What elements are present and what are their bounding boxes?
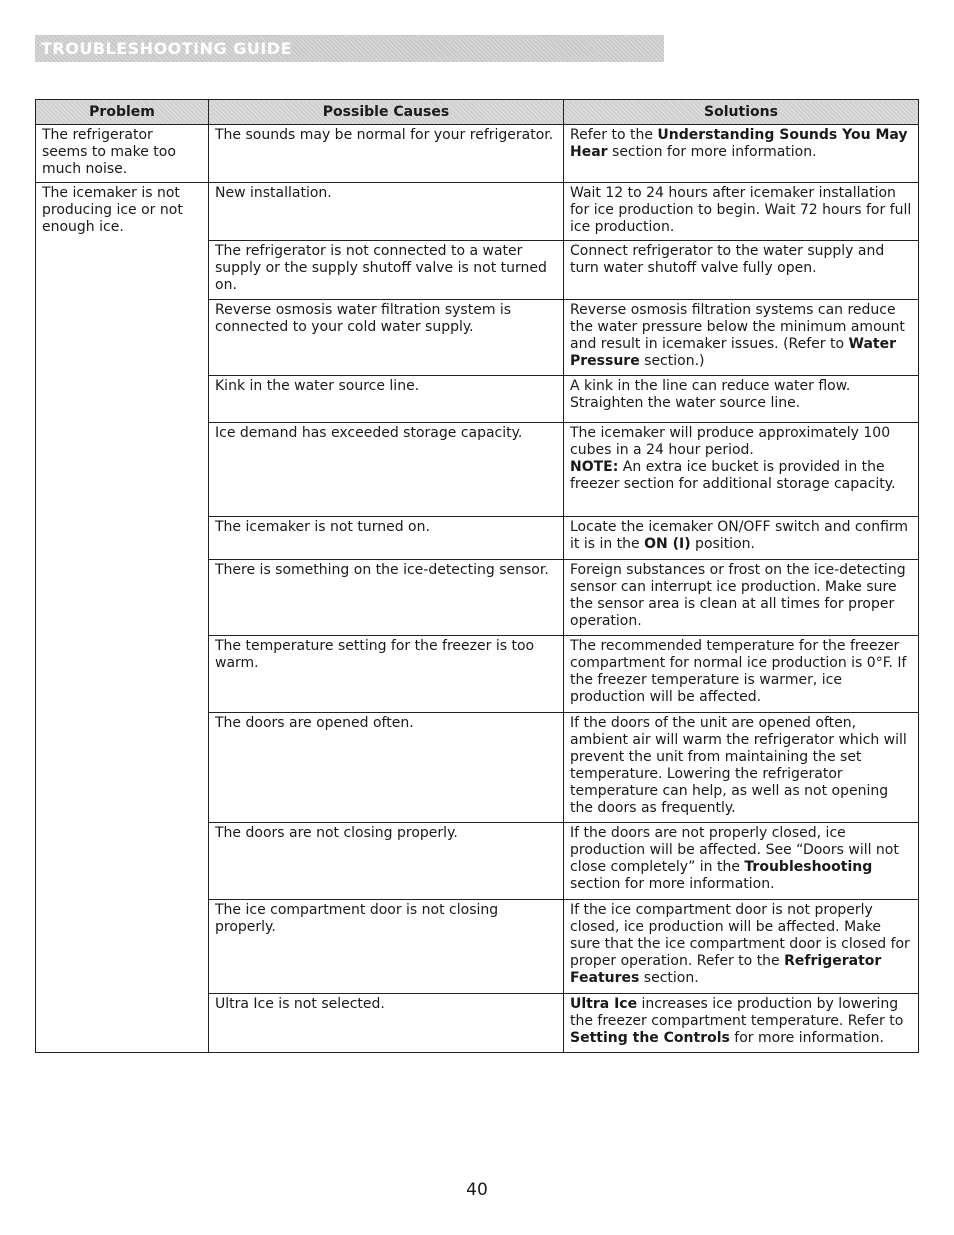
solution-cell [564, 183, 919, 241]
solution-text: for more information. [729, 1030, 884, 1046]
table-row [36, 125, 919, 183]
cause-cell: New installation. [209, 183, 564, 241]
solution-text: section.) [639, 353, 705, 369]
solution-emphasis: ON (I) [644, 536, 691, 552]
cause-cell: Ultra Ice is not selected. [209, 994, 564, 1053]
solution-emphasis: NOTE: [570, 459, 619, 475]
solution-cell [564, 823, 919, 900]
solution-text: If the ice compartment door is not properly closed, ice production will be affected. Make sure that the ice compartment door is closed for proper operation. Refer to the [570, 902, 910, 969]
solution-cell [564, 423, 919, 517]
troubleshooting-table [35, 99, 919, 1053]
cause-cell: The temperature setting for the freezer is too warm. [209, 636, 564, 713]
solution-text: Locate the icemaker ON/OFF switch and confirm it is in the [570, 519, 909, 552]
cause-cell: There is something on the ice-detecting sensor. [209, 560, 564, 636]
solution-cell [564, 517, 919, 560]
solution-emphasis: Water Pressure [570, 336, 896, 369]
table-body [36, 125, 919, 1053]
solution-text: position. [690, 536, 755, 552]
solution-emphasis: Refrigerator Features [570, 953, 882, 986]
solution-cell [564, 125, 919, 183]
problem-cell: The icemaker is not producing ice or not enough ice. [36, 183, 209, 1053]
cause-cell: Ice demand has exceeded storage capacity. [209, 423, 564, 517]
cause-cell: The ice compartment door is not closing properly. [209, 900, 564, 994]
solution-cell [564, 560, 919, 636]
solution-text: increases ice production by lowering the freezer compartment temperature. Refer to [570, 996, 904, 1029]
cause-cell: Reverse osmosis water filtration system is connected to your cold water supply. [209, 300, 564, 376]
solution-text: Connect refrigerator to the water supply and turn water shutoff valve fully open. [570, 243, 885, 276]
solution-text: The icemaker will produce approximately 100 cubes in a 24 hour period. [570, 425, 891, 458]
solution-text: Reverse osmosis filtration systems can reduce the water pressure below the minimum amount and result in icemaker issues. (Refer to [570, 302, 905, 352]
solution-cell [564, 241, 919, 300]
solution-cell [564, 994, 919, 1053]
solution-text: If the doors are not properly closed, ice production will be affected. See “Doors will not close completely” in the [570, 825, 899, 875]
solution-cell [564, 376, 919, 423]
cause-cell: The sounds may be normal for your refrigerator. [209, 125, 564, 183]
solution-text: The recommended temperature for the freezer compartment for normal ice production is 0°F. If the freezer temperature is warmer, ice production will be affected. [570, 638, 907, 705]
solution-emphasis: Troubleshooting [744, 859, 873, 875]
solution-text: Wait 12 to 24 hours after icemaker installation for ice production to begin. Wait 72 hours for full ice production. [570, 185, 912, 235]
cause-cell: The refrigerator is not connected to a water supply or the supply shutoff valve is not turned on. [209, 241, 564, 300]
solution-text: section. [639, 970, 699, 986]
cause-cell: Kink in the water source line. [209, 376, 564, 423]
cause-cell: The doors are opened often. [209, 713, 564, 823]
column-header-possible-causes: Possible Causes [209, 100, 564, 125]
solution-emphasis: Understanding Sounds You May Hear [570, 127, 908, 160]
column-header-problem: Problem [36, 100, 209, 125]
table-header-row [36, 100, 919, 125]
cause-cell: The doors are not closing properly. [209, 823, 564, 900]
solution-text: section for more information. [607, 144, 817, 160]
section-title: TROUBLESHOOTING GUIDE [35, 35, 664, 62]
solution-cell [564, 713, 919, 823]
problem-cell: The refrigerator seems to make too much noise. [36, 125, 209, 183]
solution-emphasis: Setting the Controls [570, 1030, 730, 1046]
page-number: 40 [466, 1180, 488, 1200]
solution-emphasis: Ultra Ice [570, 996, 638, 1012]
cause-cell: The icemaker is not turned on. [209, 517, 564, 560]
solution-text: A kink in the line can reduce water flow. Straighten the water source line. [570, 378, 851, 411]
solution-cell [564, 300, 919, 376]
solution-cell [564, 900, 919, 994]
column-header-solutions: Solutions [564, 100, 919, 125]
table-row [36, 183, 919, 241]
solution-cell [564, 636, 919, 713]
solution-text: Refer to the [570, 127, 658, 143]
solution-text: If the doors of the unit are opened often, ambient air will warm the refrigerator which will prevent the unit from maintaining the set temperature. Lowering the refrigerator temperature can help, as well as not opening the doors as frequently. [570, 715, 907, 816]
solution-text: Foreign substances or frost on the ice-detecting sensor can interrupt ice production. Make sure the sensor area is clean at all times for proper operation. [570, 562, 906, 629]
solution-text: section for more information. [570, 876, 775, 892]
solution-text: An extra ice bucket is provided in the freezer section for additional storage capacity. [570, 459, 896, 492]
